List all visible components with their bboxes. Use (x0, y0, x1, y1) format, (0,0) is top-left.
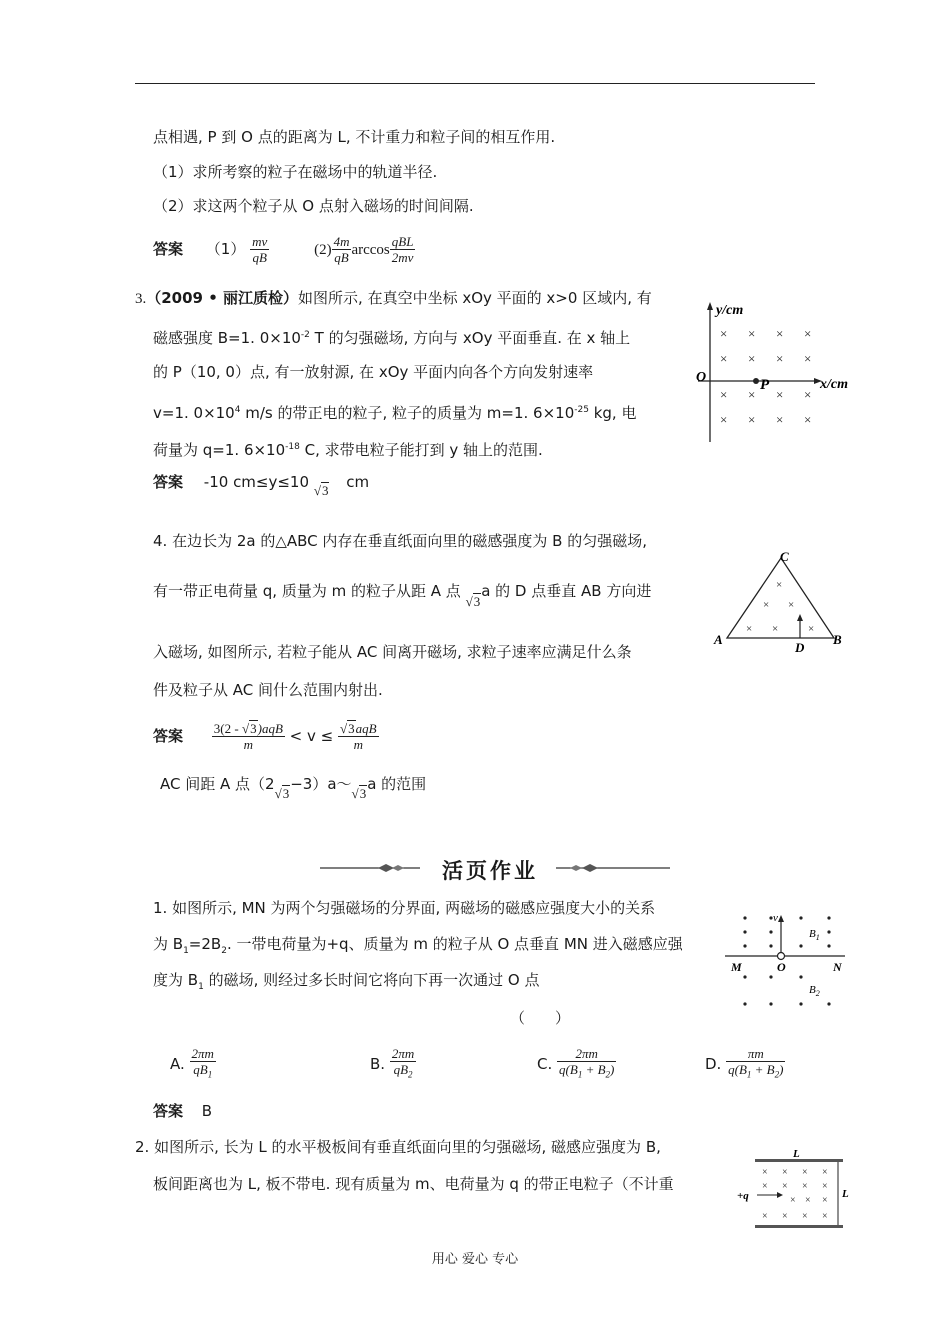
field-mark: × (788, 599, 795, 611)
label-l-top: L (793, 1148, 800, 1160)
sqrt-3: √3 (313, 483, 329, 498)
field-mark: × (776, 387, 784, 402)
header-rule (135, 83, 815, 84)
answer-label: 答案 (153, 240, 184, 258)
option-d[interactable]: D. $\frac{\pi m}{q(B_1 + B_2)}$ (705, 1046, 784, 1080)
origin-label: O (696, 370, 707, 385)
figure-coordinate-field (690, 296, 865, 446)
fraction-lower-bound: $\frac{\text{3(2 - √3)aqB}}{m}$ (213, 721, 283, 752)
figure-triangle-field (710, 548, 850, 658)
problem-3-line-5: 荷量为 q=1. $6\times 10^{-18}$ C, 求带电粒子能打到 y 轴上的范围. (153, 441, 543, 459)
bottom-plate (755, 1225, 843, 1228)
field-mark: × (776, 412, 784, 427)
answer-label: 答案 (153, 473, 184, 491)
field-mark: × (762, 1211, 768, 1222)
point-p-label: P (760, 377, 770, 393)
field-mark: × (804, 351, 812, 366)
label-l-side: L (842, 1188, 849, 1200)
problem-4-line-1: 4. 在边长为 2a 的△ABC 内存在垂直纸面向里的磁感强度为 B 的匀强磁场, (153, 532, 648, 550)
fraction-mv-qB: $\frac{mv}{qB}$ (252, 234, 268, 265)
field-mark: × (822, 1195, 828, 1206)
field-mark: × (748, 351, 756, 366)
field-mark: × (822, 1167, 828, 1178)
field-mark: × (762, 1181, 768, 1192)
field-mark: × (748, 412, 756, 427)
field-mark: × (720, 387, 728, 402)
fraction-4m-qB: $\frac{4m}{qB}$ (333, 234, 350, 265)
y-axis-arrow (707, 302, 713, 310)
field-mark: × (776, 326, 784, 341)
field-mark: × (804, 387, 812, 402)
figure-parallel-plates (735, 1147, 855, 1233)
field-mark: × (804, 326, 812, 341)
field-mark: × (822, 1181, 828, 1192)
field-marks (746, 579, 814, 635)
field-mark: × (746, 623, 753, 635)
field-mark: × (720, 351, 728, 366)
field-mark: × (802, 1181, 808, 1192)
ornament-diamond (392, 865, 404, 871)
ornament-diamond (378, 864, 394, 872)
problem-3-line-3: 的 P（10, 0）点, 有一放射源, 在 xOy 平面内向各个方向发射速率 (153, 363, 594, 381)
field-mark: × (782, 1211, 788, 1222)
particle-arrowhead (777, 1192, 783, 1198)
field-mark: × (802, 1211, 808, 1222)
label-n: N (833, 960, 842, 974)
field-mark: × (762, 1167, 768, 1178)
answer-label: 答案 (153, 727, 184, 745)
vertex-b-label: B (833, 632, 842, 647)
label-b1: $B_1$ (809, 928, 820, 942)
field-mark: × (748, 326, 756, 341)
field-mark: × (720, 326, 728, 341)
option-c[interactable]: C. $\frac{2\pi m}{q(B_1 + B_2)}$ (537, 1046, 615, 1080)
hw-1-line-2: 为 $B_1=2B_2$. 一带电荷量为+q、质量为 m 的粒子从 O 点垂直 MN 进入磁感应强 (153, 935, 683, 956)
field-mark: × (776, 351, 784, 366)
triangle-abc (727, 558, 834, 638)
question-2: （2）求这两个粒子从 O 点射入磁场的时间间隔. (153, 197, 474, 215)
page-footer: 用心 爱心 专心 (431, 1252, 519, 1267)
option-a[interactable]: A. $\frac{2\pi m}{qB_1}$ (170, 1046, 214, 1080)
field-mark: × (808, 623, 815, 635)
field-mark: × (776, 579, 783, 591)
field-mark: × (782, 1167, 788, 1178)
field-mark: × (720, 412, 728, 427)
field-mark: × (772, 623, 779, 635)
y-axis-label: y/cm (716, 303, 744, 318)
field-mark: × (790, 1195, 796, 1206)
ornament-diamond (582, 864, 598, 872)
velocity-arrowhead (797, 614, 803, 621)
problem-4-line-2: 有一带正电荷量 q, 质量为 m 的粒子从距 A 点 √3a 的 D 点垂直 AB 方向进 (153, 582, 652, 609)
field-mark: × (822, 1211, 828, 1222)
field-mark: × (748, 387, 756, 402)
problem-3-source: （2009 • 丽江质检） (146, 289, 299, 307)
hw-1-line-1: 1. 如图所示, MN 为两个匀强磁场的分界面, 两磁场的磁感应强度大小的关系 (153, 899, 656, 917)
hw-2-line-2: 板间距离也为 L, 板不带电. 现有质量为 m、电荷量为 q 的带正电粒子（不计重 (153, 1175, 674, 1193)
vertex-a-label: A (714, 632, 723, 647)
question-1: （1）求所考察的粒子在磁场中的轨道半径. (153, 163, 438, 181)
point-o (778, 953, 785, 960)
label-v: v (773, 912, 778, 924)
fraction-upper-bound: $\frac{\text{√3aqB}}{m}$ (340, 721, 377, 752)
velocity-arrowhead (778, 915, 784, 922)
problem-3-answer: 答案 -10 cm≤y≤10 √3 cm (153, 473, 370, 498)
section-title (320, 853, 670, 883)
answer-continuation: 答案 （1） $\frac{mv}{qB}$ (2) $\frac{4m}{qB}$ arccos $\frac{\text{qBL}}{2mv}$ (153, 234, 414, 265)
sqrt-3: √3 (465, 594, 481, 609)
answer-label: 答案 (153, 1102, 184, 1120)
problem-3-line-2: 磁感强度 B=1. $0\times 10^{-2}$ T 的匀强磁场, 方向与 xOy 平面垂直. 在 x 轴上 (153, 329, 631, 347)
field-mark: × (763, 599, 770, 611)
problem-3-line-1: 3.（2009 • 丽江质检）如图所示, 在真空中坐标 xOy 平面的 x>0 区域内, 有 (135, 289, 652, 307)
field-mark: × (782, 1181, 788, 1192)
point-d-label: D (795, 640, 805, 655)
label-m: M (731, 960, 742, 974)
fraction-qBL-2mv: $\frac{\text{qBL}}{2mv}$ (391, 234, 414, 265)
hw-1-line-3: 度为 $B_1$ 的磁场, 则经过多长时间它将向下再一次通过 O 点 (153, 971, 540, 992)
label-b2: $B_2$ (809, 984, 820, 998)
section-title-text: 活页作业 (442, 859, 538, 883)
figure-boundary-field (725, 905, 855, 1010)
point-p (753, 378, 759, 384)
problem-4-answer: 答案 $\frac{\text{3(2 - √3)aqB}}{m}$ < v ≤ $\frac{\text{√3aqB}}{m}$ (153, 721, 377, 752)
x-axis-label: x/cm (820, 377, 848, 392)
label-charge: +q (737, 1190, 749, 1202)
field-mark: × (805, 1195, 811, 1206)
hw-1-answer: 答案 B (153, 1102, 213, 1120)
ornament-diamond (570, 865, 582, 871)
option-b[interactable]: B. $\frac{2\pi m}{qB_2}$ (370, 1046, 415, 1080)
problem-3-line-4: v=1. $0\times 10^4$ m/s 的带正电的粒子, 粒子的质量为 m=1. $6\times 10^{-25}$ kg, 电 (153, 404, 637, 422)
problem-4-line-4: 件及粒子从 AC 间什么范围内射出. (153, 681, 383, 699)
continuation-text: 点相遇, P 到 O 点的距离为 L, 不计重力和粒子间的相互作用. (153, 128, 556, 146)
field-mark: × (802, 1167, 808, 1178)
field-mark: × (804, 412, 812, 427)
vertex-c-label: C (780, 549, 789, 564)
answer-bracket: （ ） (510, 1009, 571, 1027)
problem-4-line-3: 入磁场, 如图所示, 若粒子能从 AC 间离开磁场, 求粒子速率应满足什么条 (153, 643, 632, 661)
hw-2-line-1: 2. 如图所示, 长为 L 的水平极板间有垂直纸面向里的匀强磁场, 磁感应强度为 B, (135, 1138, 661, 1156)
label-o: O (777, 960, 786, 974)
problem-4-range: AC 间距 A 点（2√3−3）a～√3a 的范围 (160, 775, 427, 801)
